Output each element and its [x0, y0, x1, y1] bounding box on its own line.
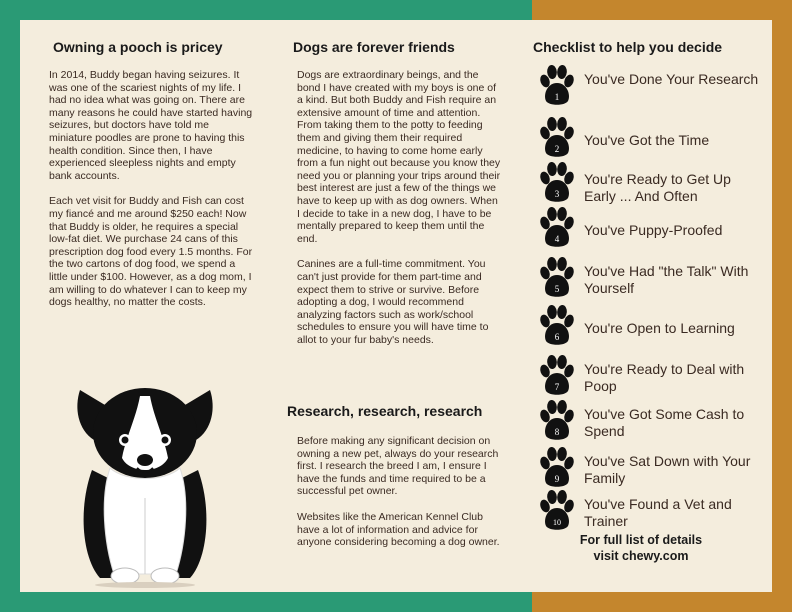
checklist-label: You've Done Your Research: [584, 71, 759, 87]
col1-body: [49, 69, 254, 322]
col1-paragraph-2: Each vet visit for Buddy and Fish can cost my fiancé and me around $250 each! Now that Buddy is older, he requires a special low-fat diet. We purchase 24 cans of this prescription dog food every 1.5 months. For the two cartons of dog food, we spend a little under $100. However, as a dog mom, I am willing to do whatever I can to keep my dogs healthy, no matter the costs.: [49, 195, 253, 309]
dog-illustration: [70, 378, 220, 588]
checklist-item-2: [538, 117, 772, 157]
paw-print-icon: [538, 355, 576, 397]
checklist-number: 10: [553, 518, 561, 527]
col2-paragraph-3: Before making any significant decision on owning a new pet, always do your research first. I research the breed I am, I ensure I have the funds and time required to be a successful pet owner.: [297, 435, 499, 498]
paw-print-icon: [538, 447, 576, 489]
checklist-number: 6: [554, 332, 560, 342]
checklist-number: 9: [554, 474, 560, 484]
checklist-label: You've Puppy-Proofed: [584, 222, 723, 238]
checklist-item-4: [538, 207, 772, 247]
paw-print-icon: [538, 117, 576, 159]
checklist-item-7: [538, 355, 772, 395]
paw-print-icon: [538, 305, 576, 347]
paw-print-icon: [538, 400, 576, 442]
col2-paragraph-1: Dogs are extraordinary beings, and the bond I have created with my boys is one of a kind. But both Buddy and Fish require an extensive amount of time and attention. From taking them to the potty to feeding them and giving them their required medicine, to having to come home early from a fun night out because you know they need you or planning your trips around their best interest are just a few of the things we have to keep up with as dog owners. When I decide to take in a new dog, I have to be mentally prepared to keep them until the end.: [297, 69, 501, 245]
checklist-item-9: [538, 447, 772, 487]
panel-left: [20, 20, 273, 592]
checklist-label: You've Had "the Talk" With Yourself: [584, 263, 749, 296]
checklist-item-10: [538, 490, 772, 530]
checklist-number: 4: [554, 234, 560, 244]
checklist-label: You're Open to Learning: [584, 320, 735, 336]
paw-print-icon: [538, 65, 576, 107]
footer-link-chewy[interactable]: visit chewy.com: [593, 549, 689, 563]
checklist-number: 3: [554, 189, 560, 199]
checklist-label: You're Ready to Deal with Poop: [584, 361, 745, 394]
footer-line-1: For full list of details: [579, 533, 703, 547]
heading-checklist: Checklist to help you decide: [533, 39, 723, 55]
heading-forever-friends: Dogs are forever friends: [293, 39, 455, 55]
checklist-label: You've Got the Time: [584, 132, 710, 148]
heading-owning-pricey: Owning a pooch is pricey: [53, 39, 223, 55]
col2-paragraph-4: Websites like the American Kennel Club have a lot of information and advice for anyone considering becoming a dog owner.: [297, 510, 500, 549]
col2-body-top: [297, 69, 502, 359]
checklist-label: You're Ready to Get Up Early ... And Often: [584, 171, 731, 204]
paw-print-icon: [538, 207, 576, 249]
checklist-label: You've Got Some Cash to Spend: [584, 406, 745, 439]
checklist-number: 5: [554, 284, 560, 294]
paw-print-icon: [538, 162, 576, 204]
col1-paragraph-1: In 2014, Buddy began having seizures. It was one of the scariest nights of my life. I had no idea what was going on. There are many reasons he could have started having seizures, but doctors have told me miniature poodles are prone to having this health condition. Since then, I have experienced sleepless nights and empty bank accounts.: [49, 69, 253, 182]
panel-middle: [273, 20, 510, 592]
checklist-label: You've Found a Vet and Trainer: [584, 496, 732, 529]
panel-right: [510, 20, 772, 592]
checklist-number: 2: [554, 144, 560, 154]
checklist-item-3: [538, 162, 772, 202]
checklist-item-8: [538, 400, 772, 440]
col2-body-bottom: [297, 435, 502, 562]
checklist-number: 7: [554, 382, 560, 392]
col2-paragraph-2: Canines are a full-time commitment. You can't just provide for them part-time and expect them to strive or survive. Before adopting a dog, I would recommend analyzing factors such as work/school schedules to ensure you will have time to allot to your fur baby's needs.: [297, 258, 489, 346]
checklist-item-5: [538, 257, 772, 297]
checklist-item-1: [538, 65, 772, 105]
checklist-label: You've Sat Down with Your Family: [584, 453, 751, 486]
checklist-item-6: [538, 305, 772, 345]
checklist-number: 8: [554, 427, 560, 437]
checklist-number: 1: [554, 92, 560, 102]
paw-print-icon: [538, 257, 576, 299]
paw-print-icon: [538, 490, 576, 532]
heading-research: Research, research, research: [287, 403, 483, 419]
